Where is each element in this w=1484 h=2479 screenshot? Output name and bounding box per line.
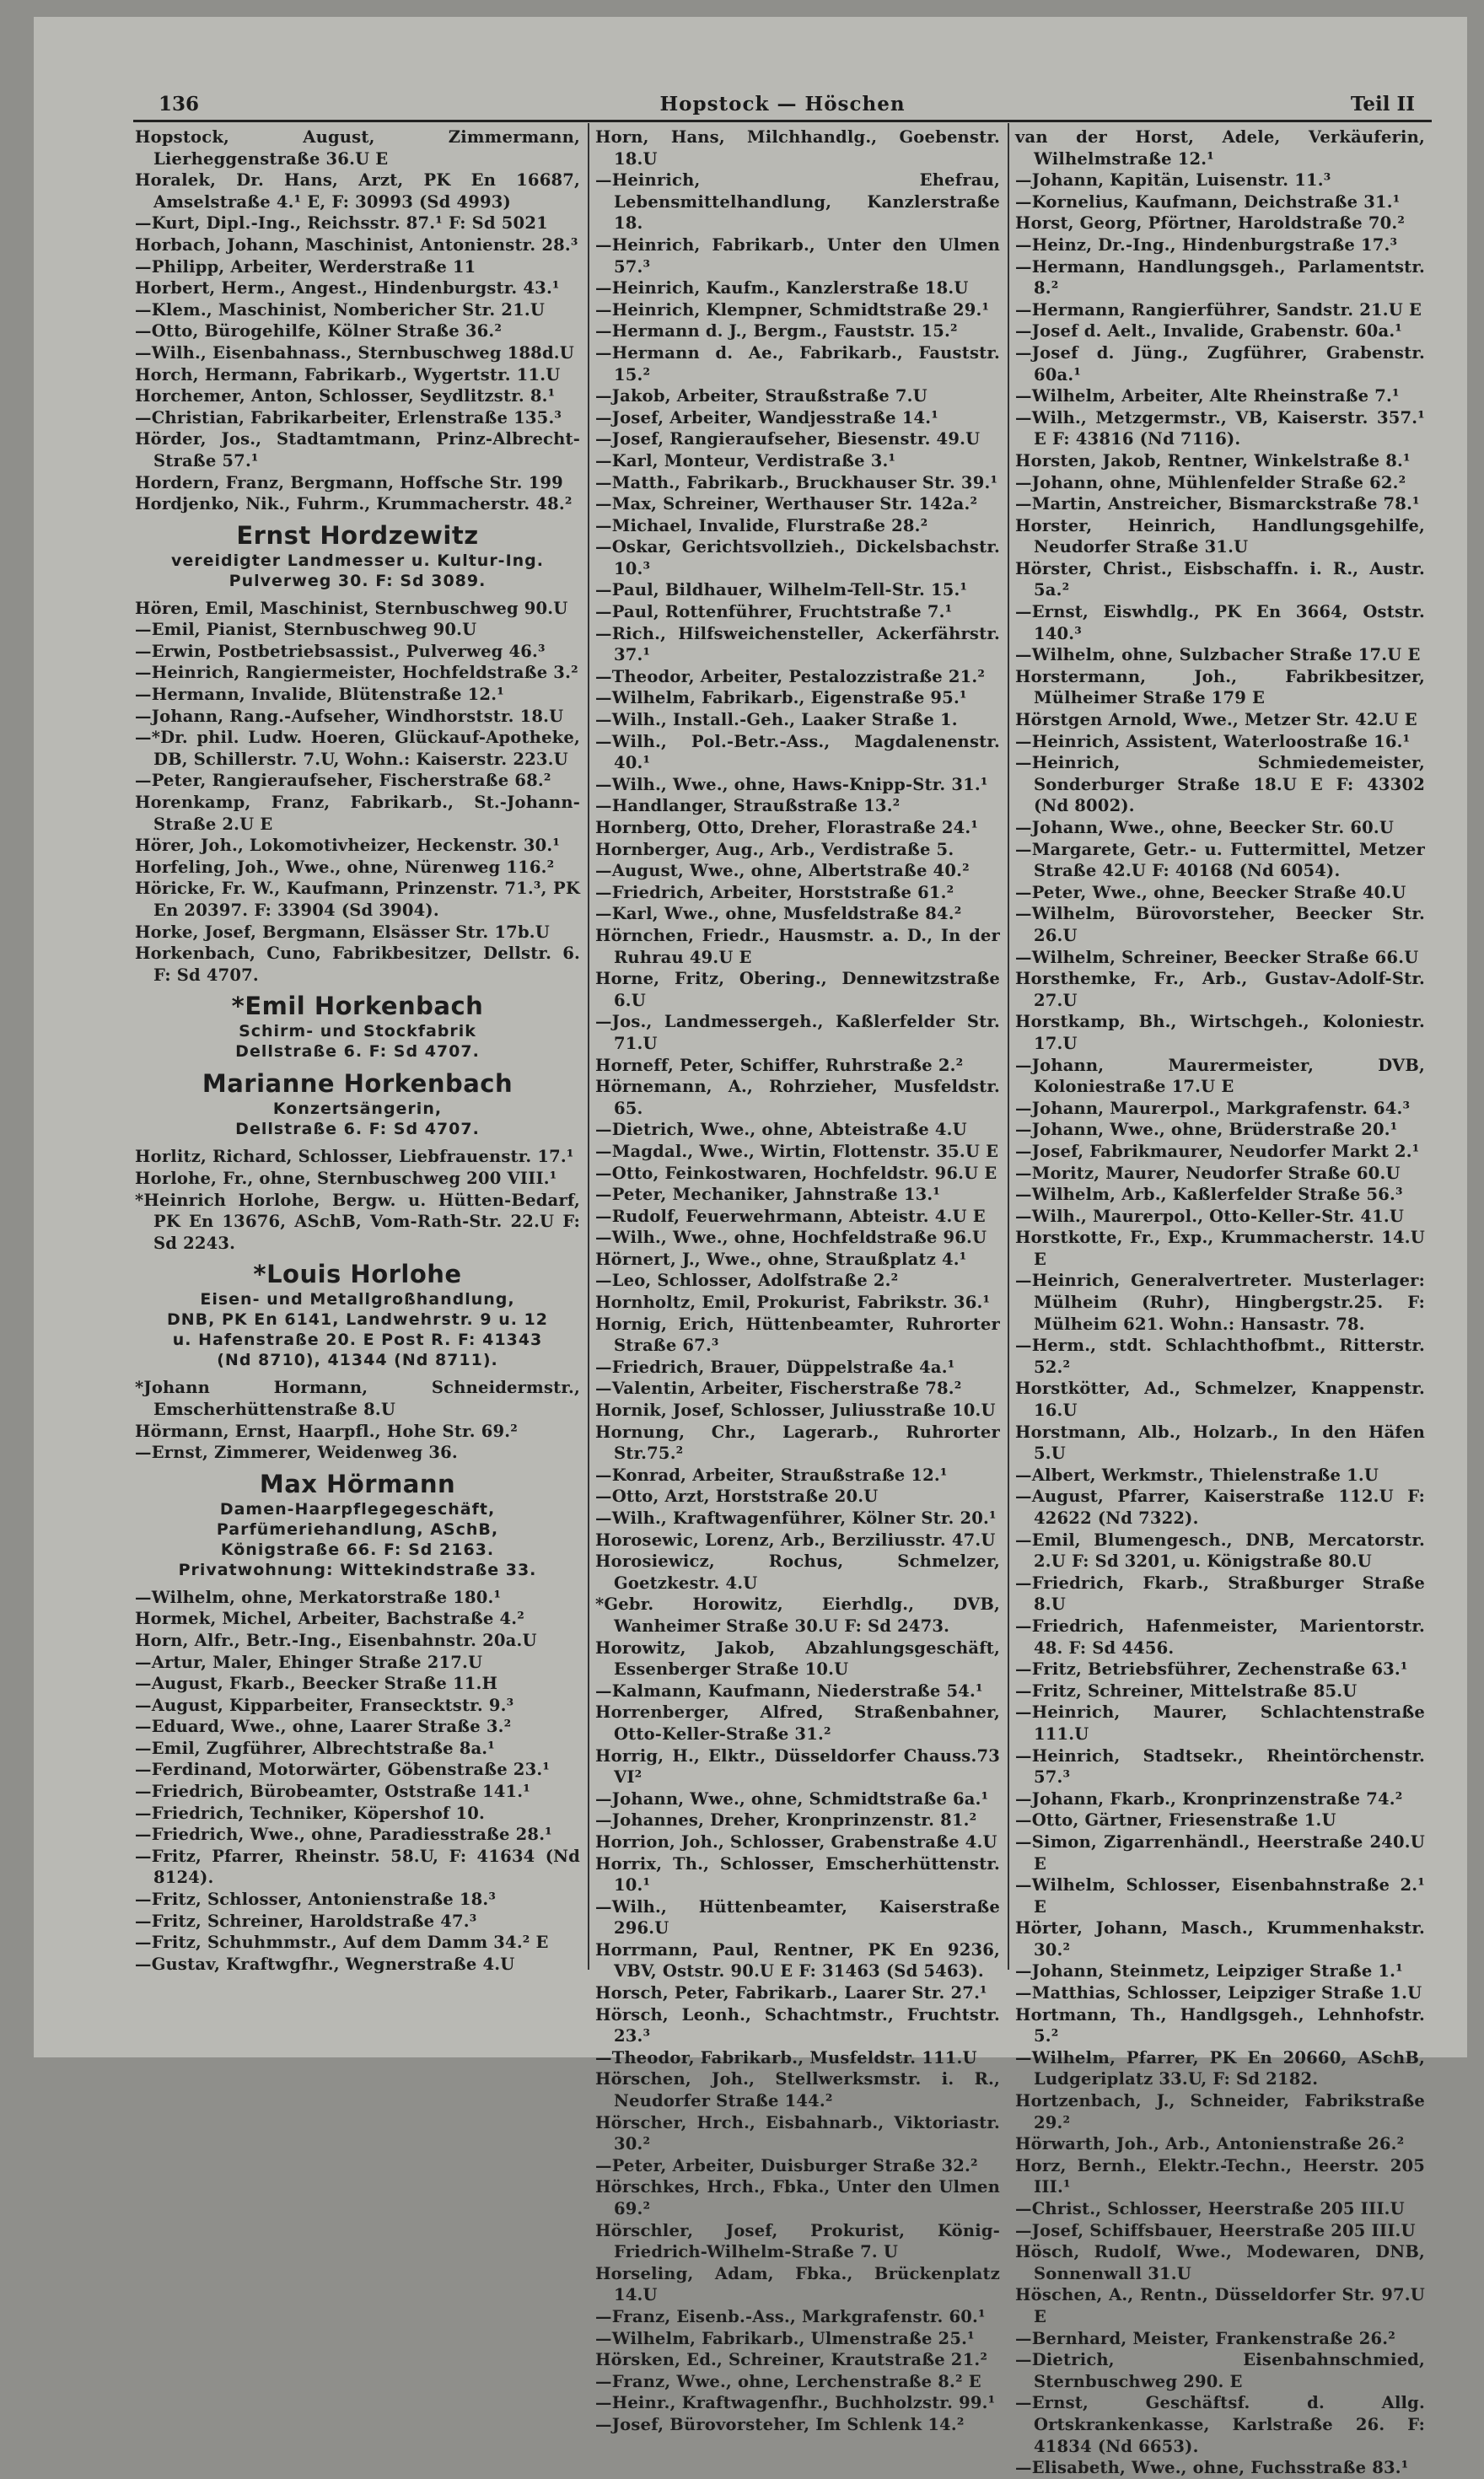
column-3 (1015, 126, 1425, 2479)
directory-entry: —Theodor, Arbeiter, Pestalozzistraße 21.² (595, 666, 986, 686)
directory-entry: Hörschen, Joh., Stellwerksmstr. i. R., Neudorfer Straße 144.² (595, 2069, 1000, 2111)
directory-entry: Horstermann, Joh., Fabrikbesitzer, Mülheimer Straße 179 E (1015, 666, 1425, 708)
directory-entry: —Heinrich, Klempner, Schmidtstraße 29.¹ (595, 299, 990, 320)
directory-entry: —Friedrich, Hafenmeister, Marientorstr. 48. F: Sd 4456. (1015, 1616, 1425, 1658)
advertisement-line: (Nd 8710), 41344 (Nd 8711). (217, 1351, 498, 1370)
directory-entry: Hormek, Michel, Arbeiter, Bachstraße 4.² (135, 1609, 524, 1629)
directory-entry: —Johann, Wwe., ohne, Brüderstraße 20.¹ (1015, 1120, 1398, 1140)
directory-entry: —Otto, Arzt, Horststraße 20.U (595, 1487, 879, 1507)
directory-entry: Hortzenbach, J., Schneider, Fabrikstraße 29.² (1015, 2091, 1425, 2132)
directory-entry: Horst, Georg, Pförtner, Haroldstraße 70.² (1015, 213, 1406, 234)
directory-entry: —Matth., Fabrikarb., Bruckhauser Str. 39.¹ (595, 472, 998, 492)
directory-entry: —Wilh., Eisenbahnass., Sternbuschweg 188d.U (135, 342, 574, 363)
directory-entry: —Philipp, Arbeiter, Werderstraße 11 (135, 256, 476, 277)
directory-entry: —Ernst, Zimmerer, Weidenweg 36. (135, 1443, 458, 1463)
directory-entry: —Heinz, Dr.-Ing., Hindenburgstraße 17.³ (1015, 234, 1398, 255)
directory-entry: Horrion, Joh., Schlosser, Grabenstraße 4.U (595, 1831, 997, 1852)
directory-entry: —Fritz, Pfarrer, Rheinstr. 58.U, F: 41634 (Nd 8124). (135, 1846, 580, 1888)
running-title: Hopstock — Höschen (659, 93, 906, 116)
directory-entry: Horrig, H., Elktr., Düsseldorfer Chauss.73 VI² (595, 1745, 1000, 1788)
directory-entry: —Josef, Rangieraufseher, Biesenstr. 49.U (595, 429, 981, 449)
directory-entry: —Otto, Bürogehilfe, Kölner Straße 36.² (135, 321, 503, 341)
directory-entry: Hordern, Franz, Bergmann, Hoffsche Str. 199 (135, 472, 563, 492)
directory-entry: —Fritz, Schreiner, Haroldstraße 47.³ (135, 1911, 477, 1931)
directory-entry: —Kornelius, Kaufmann, Deichstraße 31.¹ (1015, 191, 1401, 212)
directory-entry: Horlitz, Richard, Schlosser, Liebfrauenstr. 17.¹ (135, 1147, 574, 1167)
directory-entry: —Klem., Maschinist, Nombericher Str. 21.U (135, 299, 546, 320)
directory-entry: Horowitz, Jakob, Abzahlungsgeschäft, Essenberger Straße 10.U (595, 1637, 1000, 1680)
directory-entry: Horfeling, Joh., Wwe., ohne, Nürenweg 116.² (135, 857, 555, 877)
directory-entry: —Oskar, Gerichtsvollzieh., Dickelsbachstr. 10.³ (595, 537, 1000, 578)
directory-entry: Horstkamp, Bh., Wirtschgeh., Koloniestr. 17.U (1015, 1012, 1425, 1053)
directory-entry: —Jos., Landmessergeh., Kaßlerfelder Str. 71.U (595, 1012, 1000, 1053)
directory-entry: —Heinrich, Schmiedemeister, Sonderburger Straße 18.U E F: 43302 (Nd 8002). (1015, 753, 1425, 816)
directory-entry: Hörschler, Josef, Prokurist, König-Friedrich-Wilhelm-Straße 7. U (595, 2220, 1000, 2262)
directory-entry: —Emil, Pianist, Sternbuschweg 90.U (135, 620, 477, 640)
directory-entry: Hösch, Rudolf, Wwe., Modewaren, DNB, Sonnenwall 31.U (1015, 2242, 1425, 2283)
directory-entry: Hörscher, Hrch., Eisbahnarb., Viktoriastr. 30.² (595, 2112, 1000, 2154)
directory-entry: Horke, Josef, Bergmann, Elsässer Str. 17b.U (135, 922, 550, 942)
directory-entry: —Ernst, Geschäftsf. d. Allg. Ortskrankenkasse, Karlstraße 26. F: 41834 (Nd 6653). (1015, 2393, 1425, 2456)
directory-entry: Horrix, Th., Schlosser, Emscherhüttenstr. 10.¹ (595, 1853, 1000, 1896)
directory-entry: —Johann, Maurermeister, DVB, Koloniestraße 17.U E (1015, 1055, 1425, 1097)
directory-entry: —Friedrich, Techniker, Köpershof 10. (135, 1803, 486, 1823)
advertisement-line: Damen-Haarpflegegeschäft, (219, 1499, 496, 1519)
directory-entry: Hörsch, Leonh., Schachtmstr., Fruchtstr. 23.³ (595, 2004, 1000, 2046)
directory-entry: —Ferdinand, Motorwärter, Göbenstraße 23.¹ (135, 1760, 551, 1780)
directory-entry: —Dietrich, Eisenbahnschmied, Sternbuschweg 290. E (1015, 2350, 1425, 2391)
directory-entry: —Paul, Bildhauer, Wilhelm-Tell-Str. 15.¹ (595, 580, 968, 600)
directory-entry: Horbach, Johann, Maschinist, Antonienstr. 28.³ (135, 234, 578, 255)
directory-entry: Hörstgen Arnold, Wwe., Metzer Str. 42.U E (1015, 710, 1417, 730)
directory-entry: —Kurt, Dipl.-Ing., Reichsstr. 87.¹ F: Sd 5021 (135, 213, 548, 234)
directory-entry: —August, Fkarb., Beecker Straße 11.H (135, 1674, 498, 1694)
directory-entry: —Hermann d. J., Bergm., Fauststr. 15.² (595, 321, 958, 341)
directory-entry: —Christ., Schlosser, Heerstraße 205 III.U (1015, 2199, 1405, 2218)
directory-entry: —Wilh., Hüttenbeamter, Kaiserstraße 296.U (595, 1896, 1000, 1939)
directory-entry: Horstmann, Alb., Holzarb., In den Häfen 5.U (1015, 1422, 1425, 1464)
directory-entry: —Bernhard, Meister, Frankenstraße 26.² (1015, 2328, 1396, 2348)
directory-entry: —Heinr., Kraftwagenfhr., Buchholzstr. 99.¹ (595, 2393, 996, 2413)
directory-entry: —Erwin, Postbetriebsassist., Pulverweg 46.³ (135, 641, 546, 661)
advertisement-line: Konzertsängerin, (272, 1100, 443, 1119)
directory-entry: —Magdal., Wwe., Wirtin, Flottenstr. 35.U E (595, 1141, 999, 1161)
directory-entry: Hörwarth, Joh., Arb., Antonienstraße 26.² (1015, 2134, 1405, 2154)
advertisement-title: *Louis Horlohe (253, 1260, 462, 1289)
directory-entry: —Peter, Mechaniker, Jahnstraße 13.¹ (595, 1185, 941, 1205)
display-advertisement (135, 520, 580, 591)
advertisement-line: Schirm- und Stockfabrik (239, 1022, 476, 1041)
directory-entry: —Wilhelm, Fabrikarb., Eigenstraße 95.¹ (595, 688, 967, 708)
directory-entry: *Gebr. Horowitz, Eierhdlg., DVB, Wanheimer Straße 30.U F: Sd 2473. (595, 1594, 1000, 1636)
directory-entry: —Otto, Gärtner, Friesenstraße 1.U (1015, 1810, 1336, 1831)
directory-entry: —Hermann, Handlungsgeh., Parlamentstr. 8.² (1015, 256, 1425, 298)
directory-entry: Horseling, Adam, Fbka., Brückenplatz 14.U (595, 2263, 1000, 2305)
directory-entry: —Josef d. Aelt., Invalide, Grabenstr. 60a.¹ (1015, 321, 1403, 341)
directory-entry: Horn, Alfr., Betr.-Ing., Eisenbahnstr. 20a.U (135, 1630, 537, 1650)
column-2 (595, 126, 1000, 2436)
directory-entry: —Emil, Blumengesch., DNB, Mercatorstr. 2.U F: Sd 3201, u. Königstraße 80.U (1015, 1530, 1425, 1572)
directory-entry: Horosiewicz, Rochus, Schmelzer, Goetzkestr. 4.U (595, 1551, 1000, 1593)
directory-entry: —Ernst, Eiswhdlg., PK En 3664, Oststr. 140.³ (1015, 602, 1425, 643)
directory-entry: —Peter, Rangieraufseher, Fischerstraße 68.² (135, 771, 551, 791)
directory-entry: —Johann, Rang.-Aufseher, Windhorststr. 18.U (135, 706, 564, 726)
directory-entry: —Peter, Wwe., ohne, Beecker Straße 40.U (1015, 882, 1406, 902)
directory-entry: Höschen, A., Rentn., Düsseldorfer Str. 97.U E (1015, 2285, 1425, 2326)
directory-entry: Horlohe, Fr., ohne, Sternbuschweg 200 VIII.¹ (135, 1168, 557, 1188)
directory-entry: —Friedrich, Bürobeamter, Oststraße 141.¹ (135, 1782, 531, 1802)
directory-entry: Horsten, Jakob, Rentner, Winkelstraße 8.¹ (1015, 450, 1411, 471)
advertisement-line: Dellstraße 6. F: Sd 4707. (235, 1120, 480, 1139)
directory-entry: —Johann, Steinmetz, Leipziger Straße 1.¹ (1015, 1961, 1403, 1982)
part-label: Teil II (1350, 93, 1415, 116)
directory-entry: Horkenbach, Cuno, Fabrikbesitzer, Dellstr. 6. F: Sd 4707. (135, 944, 580, 985)
directory-entry: —Margarete, Getr.- u. Futtermittel, Metzer Straße 42.U F: 40168 (Nd 6054). (1015, 839, 1425, 881)
display-advertisement (135, 1068, 580, 1139)
directory-entry: —Johannes, Dreher, Kronprinzenstr. 81.² (595, 1810, 977, 1831)
directory-entry: —Emil, Zugführer, Albrechtstraße 8a.¹ (135, 1738, 496, 1758)
advertisement-title: Ernst Hordzewitz (236, 520, 479, 550)
directory-entry: Hörschkes, Hrch., Fbka., Unter den Ulmen 69.² (595, 2177, 1000, 2218)
directory-entry: Hörsken, Ed., Schreiner, Krautstraße 21.² (595, 2350, 988, 2370)
directory-entry: —Martin, Anstreicher, Bismarckstraße 78.¹ (1015, 494, 1420, 514)
directory-entry: —Karl, Wwe., ohne, Musfeldstraße 84.² (595, 904, 962, 924)
directory-entry: Hörer, Joh., Lokomotivheizer, Heckenstr. 30.¹ (135, 836, 561, 856)
directory-entry: —Moritz, Maurer, Neudorfer Straße 60.U (1015, 1163, 1401, 1183)
directory-entry: —Max, Schreiner, Werthauser Str. 142a.² (595, 494, 978, 514)
directory-entry: —August, Kipparbeiter, Fransecktstr. 9.³ (135, 1695, 514, 1715)
directory-entry: —Artur, Maler, Ehinger Straße 217.U (135, 1652, 483, 1672)
directory-entry: —Elisabeth, Wwe., ohne, Fuchsstraße 83.¹ (1015, 2458, 1409, 2478)
directory-entry: Horrmann, Paul, Rentner, PK En 9236, VBV, Oststr. 90.U E F: 31463 (Sd 5463). (595, 1939, 1000, 1982)
directory-entry: —Fritz, Schreiner, Mittelstraße 85.U (1015, 1680, 1358, 1701)
directory-entry: —Heinrich, Assistent, Waterloostraße 16.¹ (1015, 731, 1411, 751)
directory-entry: —Heinrich, Ehefrau, Lebensmittelhandlung, Kanzlerstraße 18. (595, 170, 1000, 234)
directory-entry: —Johann, Fkarb., Kronprinzenstraße 74.² (1015, 1788, 1403, 1809)
directory-entry: —Leo, Schlosser, Adolfstraße 2.² (595, 1271, 899, 1291)
directory-entry: —Josef, Fabrikmaurer, Neudorfer Markt 2.¹ (1015, 1141, 1420, 1161)
page-header (133, 91, 1432, 122)
column-divider (588, 123, 589, 1970)
column-divider (1008, 123, 1009, 1970)
directory-entry: Horrenberger, Alfred, Straßenbahner, Otto-Keller-Straße 31.² (595, 1702, 1000, 1744)
directory-entry: Hören, Emil, Maschinist, Sternbuschweg 90.U (135, 598, 568, 618)
directory-entry: *Johann Hormann, Schneidermstr., Emscherhüttenstraße 8.U (135, 1378, 580, 1419)
advertisement-line: Parfümeriehandlung, ASchB, (216, 1519, 499, 1539)
directory-entry: —Peter, Arbeiter, Duisburger Straße 32.² (595, 2155, 978, 2175)
directory-entry: —Friedrich, Fkarb., Straßburger Straße 8.U (1015, 1573, 1425, 1615)
advertisement-line: u. Hafenstraße 20. E Post R. F: 41343 (172, 1331, 543, 1350)
directory-entry: —Wilhelm, ohne, Merkatorstraße 180.¹ (135, 1587, 502, 1607)
advertisement-line: DNB, PK En 6141, Landwehrstr. 9 u. 12 (167, 1310, 548, 1330)
directory-entry: —Wilh., Maurerpol., Otto-Keller-Str. 41.U (1015, 1206, 1405, 1226)
directory-entry: —Wilhelm, Arb., Kaßlerfelder Straße 56.³ (1015, 1185, 1403, 1205)
directory-entry: —Johann, Wwe., ohne, Beecker Str. 60.U (1015, 818, 1395, 837)
directory-entry: Höricke, Fr. W., Kaufmann, Prinzenstr. 71.³, PK En 20397. F: 33904 (Sd 3904). (135, 879, 580, 920)
page-number: 136 (159, 93, 200, 116)
directory-entry: Hortmann, Th., Handlgsgeh., Lehnhofstr. 5.² (1015, 2004, 1425, 2046)
directory-entry: —Wilhelm, Fabrikarb., Ulmenstraße 25.¹ (595, 2328, 975, 2348)
advertisement-line: Privatwohnung: Wittekindstraße 33. (178, 1560, 537, 1579)
directory-entry: Hörnchen, Friedr., Hausmstr. a. D., In der Ruhrau 49.U E (595, 925, 1000, 967)
directory-entry: Horsch, Peter, Fabrikarb., Laarer Str. 27.¹ (595, 1983, 987, 2003)
directory-entry: Horsthemke, Fr., Arb., Gustav-Adolf-Str. 27.U (1015, 969, 1425, 1010)
directory-entry: Hornholtz, Emil, Prokurist, Fabrikstr. 36.¹ (595, 1293, 991, 1313)
directory-entry: *Heinrich Horlohe, Bergw. u. Hütten-Bedarf, PK En 13676, ASchB, Vom-Rath-Str. 22.U F: Sd 2243. (135, 1190, 580, 1253)
directory-entry: —August, Wwe., ohne, Albertstraße 40.² (595, 861, 970, 881)
directory-entry: —Hermann, Rangierführer, Sandstr. 21.U E (1015, 299, 1422, 320)
directory-entry: —Gustav, Kraftwgfhr., Wegnerstraße 4.U (135, 1954, 515, 1974)
directory-entry: —Heinrich, Maurer, Schlachtenstraße 111.U (1015, 1702, 1425, 1744)
advertisement-line: Dellstraße 6. F: Sd 4707. (235, 1042, 480, 1062)
directory-entry: —Heinrich, Fabrikarb., Unter den Ulmen 57.³ (595, 234, 1000, 277)
advertisement-line: Eisen- und Metallgroßhandlung, (200, 1290, 515, 1309)
directory-entry: Horch, Hermann, Fabrikarb., Wygertstr. 11.U (135, 364, 561, 384)
directory-entry: Horne, Fritz, Obering., Dennewitzstraße 6.U (595, 969, 1000, 1010)
directory-entry: —Heinrich, Rangiermeister, Hochfeldstraße 3.² (135, 663, 578, 683)
directory-entry: Hornberger, Aug., Arb., Verdistraße 5. (595, 839, 954, 859)
directory-entry: —Josef d. Jüng., Zugführer, Grabenstr. 60a.¹ (1015, 342, 1425, 384)
directory-entry: Hornberg, Otto, Dreher, Florastraße 24.¹ (595, 818, 979, 837)
directory-entry: Hörnert, J., Wwe., ohne, Straußplatz 4.¹ (595, 1249, 967, 1269)
directory-entry: —Friedrich, Brauer, Düppelstraße 4a.¹ (595, 1357, 955, 1377)
directory-entry: Hörmann, Ernst, Haarpfl., Hohe Str. 69.² (135, 1421, 518, 1441)
directory-entry: —Wilhelm, Schlosser, Eisenbahnstraße 2.¹ E (1015, 1875, 1425, 1917)
advertisement-line: Pulverweg 30. F: Sd 3089. (229, 571, 487, 590)
directory-entry: Hörder, Jos., Stadtamtmann, Prinz-Albrecht-Straße 57.¹ (135, 429, 580, 471)
directory-entry: —Johann, Wwe., ohne, Schmidtstraße 6a.¹ (595, 1788, 989, 1809)
directory-entry: Horster, Heinrich, Handlungsgehilfe, Neudorfer Straße 31.U (1015, 515, 1425, 557)
directory-entry: Horstkötter, Ad., Schmelzer, Knappenstr. 16.U (1015, 1379, 1425, 1421)
directory-entry: —Otto, Feinkostwaren, Hochfeldstr. 96.U E (595, 1163, 997, 1183)
directory-entry: Hornig, Erich, Hüttenbeamter, Ruhrorter Straße 67.³ (595, 1314, 1000, 1356)
directory-entry: Hörter, Johann, Masch., Krummenhakstr. 30.² (1015, 1918, 1425, 1960)
directory-entry: Hordjenko, Nik., Fuhrm., Krummacherstr. 48.² (135, 494, 573, 514)
directory-entry: —Karl, Monteur, Verdistraße 3.¹ (595, 450, 896, 471)
directory-entry: —Heinrich, Kaufm., Kanzlerstraße 18.U (595, 278, 969, 298)
directory-entry: —Rich., Hilfsweichensteller, Ackerfährstr. 37.¹ (595, 623, 1000, 665)
directory-entry: —Jakob, Arbeiter, Straußstraße 7.U (595, 386, 928, 406)
advertisement-title: Marianne Horkenbach (202, 1069, 513, 1099)
directory-entry: —Franz, Eisenb.-Ass., Markgrafenstr. 60.¹ (595, 2306, 986, 2326)
advertisement-title: Max Hörmann (259, 1469, 456, 1498)
directory-entry: —Franz, Wwe., ohne, Lerchenstraße 8.² E (595, 2371, 981, 2391)
directory-entry: —Heinrich, Generalvertreter. Musterlager: Mülheim (Ruhr), Hingbergstr.25. F: Mülheim 621. Wohn.: Hansastr. 78. (1015, 1271, 1425, 1334)
directory-entry: —Fritz, Schuhmmstr., Auf dem Damm 34.² E (135, 1933, 549, 1953)
directory-entry: —Herm., stdt. Schlachthofbmt., Ritterstr. 52.² (1015, 1336, 1425, 1377)
display-advertisement (135, 1259, 580, 1370)
directory-entry: —Wilhelm, Bürovorsteher, Beecker Str. 26.U (1015, 904, 1425, 945)
directory-entry: Horchemer, Anton, Schlosser, Seydlitzstr. 8.¹ (135, 386, 556, 406)
column-1 (135, 126, 580, 1975)
directory-entry: —Hermann, Invalide, Blütenstraße 12.¹ (135, 685, 504, 705)
directory-entry: —Josef, Arbeiter, Wandjesstraße 14.¹ (595, 407, 939, 428)
directory-entry: —Wilhelm, ohne, Sulzbacher Straße 17.U E (1015, 645, 1421, 665)
directory-entry: —Wilh., Wwe., ohne, Hochfeldstraße 96.U (595, 1228, 987, 1248)
directory-entry: —Dietrich, Wwe., ohne, Abteistraße 4.U (595, 1120, 967, 1140)
directory-entry: —Wilh., Install.-Geh., Laaker Straße 1. (595, 710, 958, 730)
directory-entry: Horalek, Dr. Hans, Arzt, PK En 16687, Amselstraße 4.¹ E, F: 30993 (Sd 4993) (135, 170, 580, 212)
directory-entry: —Wilhelm, Schreiner, Beecker Straße 66.U (1015, 947, 1419, 967)
directory-entry: —Johann, Maurerpol., Markgrafenstr. 64.³ (1015, 1098, 1411, 1118)
directory-entry: —Josef, Bürovorsteher, Im Schlenk 14.² (595, 2414, 965, 2434)
directory-entry: —Michael, Invalide, Flurstraße 28.² (595, 515, 928, 535)
directory-entry: —Johann, Kapitän, Luisenstr. 11.³ (1015, 170, 1331, 191)
directory-entry: —Konrad, Arbeiter, Straußstraße 12.¹ (595, 1465, 948, 1485)
directory-entry: Horosewic, Lorenz, Arb., Berziliusstr. 47.U (595, 1530, 996, 1550)
directory-entry: Horenkamp, Franz, Fabrikarb., St.-Johann-Straße 2.U E (135, 793, 580, 834)
directory-entry: —Albert, Werkmstr., Thielenstraße 1.U (1015, 1465, 1379, 1485)
directory-entry: —Rudolf, Feuerwehrmann, Abteistr. 4.U E (595, 1206, 986, 1226)
display-advertisement (135, 1469, 580, 1580)
directory-entry: —Johann, ohne, Mühlenfelder Straße 62.² (1015, 472, 1406, 492)
directory-entry: Hörnemann, A., Rohrzieher, Musfeldstr. 65. (595, 1077, 1000, 1118)
directory-entry: Hornik, Josef, Schlosser, Juliusstraße 10.U (595, 1401, 996, 1421)
advertisement-line: Königstraße 66. F: Sd 2163. (220, 1540, 495, 1559)
directory-entry: —Eduard, Wwe., ohne, Laarer Straße 3.² (135, 1717, 512, 1737)
directory-entry: van der Horst, Adele, Verkäuferin, Wilhelmstraße 12.¹ (1015, 127, 1425, 169)
directory-entry: —Wilh., Kraftwagenführer, Kölner Str. 20.¹ (595, 1508, 997, 1528)
directory-entry: —Friedrich, Wwe., ohne, Paradiesstraße 28.¹ (135, 1825, 552, 1845)
directory-entry: —Wilh., Wwe., ohne, Haws-Knipp-Str. 31.¹ (595, 774, 988, 794)
directory-entry: —Christian, Fabrikarbeiter, Erlenstraße 135.³ (135, 407, 562, 428)
directory-entry: —Wilh., Metzgermstr., VB, Kaiserstr. 357.¹ E F: 43816 (Nd 7116). (1015, 407, 1425, 449)
directory-entry: —Paul, Rottenführer, Fruchtstraße 7.¹ (595, 602, 953, 622)
directory-entry: Horn, Hans, Milchhandlg., Goebenstr. 18.U (595, 127, 1000, 169)
advertisement-line: vereidigter Landmesser u. Kultur-Ing. (170, 551, 544, 570)
directory-entry: —Matthias, Schlosser, Leipziger Straße 1.U (1015, 1983, 1422, 2003)
display-advertisement (135, 991, 580, 1062)
directory-entry: Hörster, Christ., Eisbschaffn. i. R., Austr. 5a.² (1015, 558, 1425, 600)
directory-entry: —Handlanger, Straußstraße 13.² (595, 796, 901, 816)
directory-entry: —Friedrich, Arbeiter, Horststraße 61.² (595, 882, 954, 902)
directory-entry: Horbert, Herm., Angest., Hindenburgstr. 43.¹ (135, 278, 560, 298)
advertisement-title: *Emil Horkenbach (231, 992, 484, 1021)
directory-entry: —Theodor, Fabrikarb., Musfeldstr. 111.U (595, 2047, 977, 2068)
directory-entry: —Fritz, Schlosser, Antonienstraße 18.³ (135, 1890, 497, 1910)
directory-entry: —Valentin, Arbeiter, Fischerstraße 78.² (595, 1379, 962, 1399)
directory-entry: —Kalmann, Kaufmann, Niederstraße 54.¹ (595, 1680, 983, 1701)
directory-entry: —Wilhelm, Arbeiter, Alte Rheinstraße 7.¹ (1015, 386, 1400, 406)
directory-entry: Horz, Bernh., Elektr.-Techn., Heerstr. 205 III.¹ (1015, 2155, 1425, 2197)
directory-entry: —Simon, Zigarrenhändl., Heerstraße 240.U E (1015, 1831, 1425, 1874)
directory-entry: —Wilh., Pol.-Betr.-Ass., Magdalenenstr. 40.¹ (595, 731, 1000, 773)
directory-entry: —Heinrich, Stadtsekr., Rheintörchenstr. 57.³ (1015, 1745, 1425, 1788)
directory-entry: —*Dr. phil. Ludw. Hoeren, Glückauf-Apotheke, DB, Schillerstr. 7.U, Wohn.: Kaiserstr. 223.U (135, 728, 580, 769)
directory-entry: Horstkotte, Fr., Exp., Krummacherstr. 14.U E (1015, 1228, 1425, 1269)
directory-entry: —Wilhelm, Pfarrer, PK En 20660, ASchB, Ludgeriplatz 33.U, F: Sd 2182. (1015, 2047, 1425, 2089)
directory-entry: —Josef, Schiffsbauer, Heerstraße 205 III.U (1015, 2220, 1416, 2240)
directory-entry: Horneff, Peter, Schiffer, Ruhrstraße 2.² (595, 1055, 964, 1075)
directory-entry: —August, Pfarrer, Kaiserstraße 112.U F: 42622 (Nd 7322). (1015, 1487, 1425, 1528)
directory-entry: —Fritz, Betriebsführer, Zechenstraße 63.¹ (1015, 1659, 1408, 1680)
directory-entry: Hornung, Chr., Lagerarb., Ruhrorter Str.75.² (595, 1422, 1000, 1464)
directory-entry: —Hermann d. Ae., Fabrikarb., Fauststr. 15.² (595, 342, 1000, 384)
directory-entry: Hopstock, August, Zimmermann, Lierheggenstraße 36.U E (135, 127, 580, 169)
